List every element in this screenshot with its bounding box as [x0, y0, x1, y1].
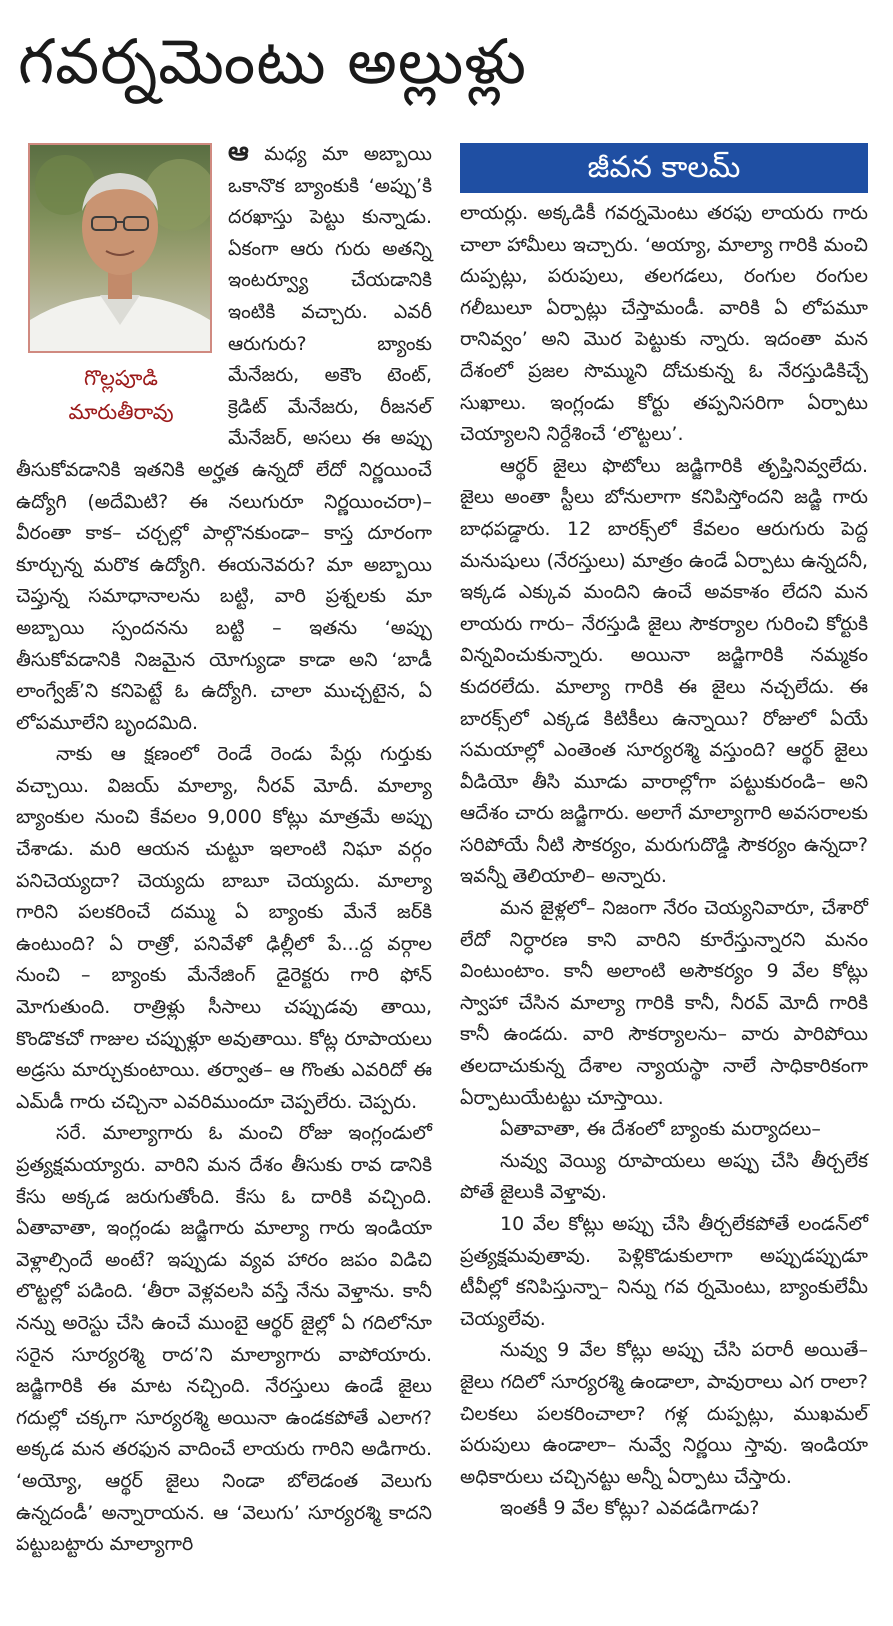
article-paragraph: ఆర్థర్‌ జైలు ఫొటోలు జడ్జిగారికి తృప్తినివ్వలేదు. జైలు అంతా స్టీలు బోనులాగా కనిపిస్తోందని జడ్జి గారు బాధపడ్డారు. 12 బారక్స్‌లో కేవలం ఆరుగురు పెద్ద మనుషులు (నేరస్తులు) మాత్రం ఉండే ఏర్పాటు ఉన్నదనీ, ఇక్కడ ఎక్కువ మందిని ఉంచే అవకాశం లేదని మన లాయరు గారు– నేరస్తుడి జైలు సౌకర్యాల గురించి కోర్టుకి విన్నవించుకున్నారు. అయినా జడ్జిగారికి నమ్మకం కుదరలేదు. మాల్యా గారికి ఈ జైలు నచ్చలేదు. ఈ బారక్స్‌లో ఎక్కడ కిటికీలు ఉన్నాయి? రోజులో ఏయే సమయాల్లో ఎంతెంత సూర్యరశ్మి వస్తుంది? ఆర్థర్‌ జైలు వీడియో తీసి మూడు వారాల్లోగా పట్టుకురండి– అని ఆదేశం చారు జడ్జిగారు. అలాగే మాల్యాగారి అవసరాలకు సరిపోయే నీటి సౌకర్యం, మరుగుదొడ్డి సౌకర్యం ఉన్నదా? ఇవన్నీ తెలియాలి– అన్నారు. — [460, 454, 868, 888]
article-paragraph: లాయర్లు. అక్కడికీ గవర్నమెంటు తరఫు లాయరు గారు చాలా హామీలు ఇచ్చారు. ‘అయ్యా, మాల్యా గారికి మంచి దుప్పట్లు, పరుపులు, తలగడలు, రంగుల రంగుల గలీబులూ ఏర్పాట్లు చేస్తామండీ. వారికి ఏ లోపమూ రానివ్వం’ అని మొర పెట్టుకు న్నారు. ఇదంతా మన దేశంలో ప్రజల సొమ్ముని దోచుకున్న ఓ నేరస్తుడికిచ్చే సుఖాలు. ఇంగ్లండు కోర్టు తప్పనిసరిగా ఏర్పాటు చెయ్యాలని నిర్దేశించే ‘లొట్టలు’. — [460, 202, 868, 446]
author-name-line1: గొల్లపూడి — [84, 366, 158, 390]
column-banner: జీవన కాలమ్‌ — [460, 143, 868, 193]
author-photo — [28, 143, 212, 353]
left-column — [16, 137, 432, 1561]
author-caption — [28, 361, 214, 429]
article-paragraph: నువ్వు 9 వేల కోట్లు అప్పు చేసి పరారీ అయితే– జైలు గదిలో సూర్యరశ్మి ఉండాలా, పావురాలు ఎగ రాలా? చిలకలు పలకరించాలా? గళ్ల దుప్పట్లు, ముఖమల్‌ పరుపులు ఉండాలా– నువ్వే నిర్ణయి స్తావు. ఇండియా అధికారులు చచ్చినట్టు అన్నీ ఏర్పాటు చేస్తారు. — [460, 1339, 868, 1488]
article-paragraph: 10 వేల కోట్లు అప్పు చేసి తీర్చలేకపోతే లండన్‌లో ప్రత్యక్షమవుతావు. పెళ్లికొడుకులాగా అప్పుడప్పుడూ టీవీల్లో కనిపిస్తున్నా– నిన్ను గవ ర్నమెంటు, బ్యాంకులేమీ చెయ్యలేవు. — [460, 1213, 868, 1330]
article-paragraph: మన జైళ్లలో– నిజంగా నేరం చెయ్యనివారూ, చేశారో లేదో నిర్ధారణ కాని వారిని కూరేస్తున్నారని మనం వింటుంటాం. కానీ అలాంటి అసౌకర్యం 9 వేల కోట్లు స్వాహా చేసిన మాల్యా గారికి కానీ, నీరవ్‌ మోదీ గారికి కానీ ఉండదు. వారి సౌకర్యాలను– వారు పారిపోయి తలదాచుకున్న దేశాల న్యాయస్థా నాలే సాధికారికంగా ఏర్పాటుయేటట్టు చూస్తాయి. — [460, 897, 868, 1109]
headline: గవర్నమెంటు అల్లుళ్లు — [18, 25, 528, 98]
article-paragraph: సరే. మాల్యాగారు ఓ మంచి రోజు ఇంగ్లండులో ప్రత్యక్షమయ్యారు. వారిని మన దేశం తీసుకు రావ డానికి కేసు అక్కడ జరుగుతోంది. కేసు ఓ దారికి వచ్చింది. ఏతావాతా, ఇంగ్లండు జడ్జిగారు మాల్యా గారు ఇండియా వెళ్లాల్సిందే అంటే? ఇప్పుడు వ్యవ హారం జపం విడిచి లొట్టల్లో పడింది. ‘తీరా వెళ్లవలసి వస్తే నేను వెళ్తాను. కానీ నన్ను అరెస్టు చేసి ఉంచే ముంబై ఆర్థర్‌ జైల్లో ఏ గదిలోనూ సరైన సూర్యరశ్మి రాద’ని మాల్యాగారు వాపోయారు. జడ్జిగారికి ఈ మాట నచ్చింది. నేరస్తులు ఉండే జైలు గదుల్లో చక్కగా సూర్యరశ్మి అయినా ఉండకపోతే ఎలాగ? అక్కడ మన తరఫున వాదించే లాయరు గారిని అడిగారు. ‘అయ్యో, ఆర్థర్‌ జైలు నిండా బోలెడంత వెలుగు ఉన్నదండీ’ అన్నారాయన. ఆ ‘వెలుగు’ సూర్యరశ్మి కాదని పట్టుబట్టారు మాల్యాగారి — [16, 1122, 432, 1556]
article-paragraph: నువ్వు వెయ్యి రూపాయలు అప్పు చేసి తీర్చలేక పోతే జైలుకి వెళ్తావు. — [460, 1149, 868, 1204]
author-name-line2: మారుతీరావు — [68, 400, 174, 424]
author-portrait-image — [30, 145, 210, 351]
drop-cap: ఆ — [228, 137, 249, 167]
right-column — [460, 198, 868, 1525]
article-paragraph: నాకు ఆ క్షణంలో రెండే రెండు పేర్లు గుర్తుకు వచ్చాయి. విజయ్‌ మాల్యా, నీరవ్‌ మోదీ. మాల్యా బ్యాంకుల నుంచి కేవలం 9,000 కోట్లు మాత్రమే అప్పు చేశాడు. మరి ఆయన చుట్టూ ఇలాంటి నిఘా వర్గం పనిచెయ్యదా? చెయ్యదు బాబూ చెయ్యదు. మాల్యా గారిని పలకరించే దమ్ము ఏ బ్యాంకు మేనే జర్‌కి ఉంటుంది? ఏ రాత్రో, పనివేళో ఢిల్లీలో పే...ద్ద వర్గాల నుంచి – బ్యాంకు మేనేజింగ్‌ డైరెక్టరు గారి ఫోన్‌ మోగుతుంది. రాత్రిళ్లు సీసాలు చప్పుడవు తాయి, కొండొకచో గాజుల చప్పుళ్లూ అవుతాయి. కోట్ల రూపాయలు అడ్రసు మార్చుకుంటాయి. తర్వాత– ఆ గొంతు ఎవరిదో ఈ ఎమ్‌డీ గారు చచ్చినా ఎవరిముందూ చెప్పలేరు. చెప్పరు. — [16, 743, 432, 1113]
article-paragraph: ఇంతకీ 9 వేల కోట్లు? ఎవడడిగాడు? — [500, 1497, 760, 1520]
article-paragraph: ఏతావాతా, ఈ దేశంలో బ్యాంకు మర్యాదలు– — [500, 1118, 821, 1141]
author-box — [28, 143, 214, 429]
paragraph-text: మధ్య మా అబ్బాయి ఒకానొక బ్యాంకుకి ‘అప్పు’కి దరఖాస్తు పెట్టు కున్నాడు. ఏకంగా ఆరు గురు అతన్ని ఇంటర్వ్యూ చేయడానికి ఇంటికి వచ్చారు. ఎవరీ ఆరుగురు? బ్యాంకు మేనేజరు, అకౌం టెంట్‌, క్రెడిట్‌ మేనేజరు, రీజనల్‌ మేనేజర్‌, అసలు ఈ అప్పు తీసుకోవడానికి ఇతనికి అర్హత ఉన్నదో లేదో నిర్ణయించే ఉద్యోగి (అదేమిటి? ఈ నలుగురూ నిర్ణయించరా)– వీరంతా కాక– చర్చల్లో పాల్గొనకుండా– కాస్త దూరంగా కూర్చున్న మరొక ఉద్యోగి. ఈయనెవరు? మా అబ్బాయి చెప్తున్న సమాధానాలను బట్టి, వారి ప్రశ్నలకు మా అబ్బాయి స్పందనను బట్టి – ఇతను ‘అప్పు తీసుకోవడానికి నిజమైన యోగ్యుడా కాడా అని ‘బాడీ లాంగ్వేజ్‌’ని కనిపెట్టే ఓ ఉద్యోగి. చాలా ముచ్చటైన, ఏ లోపమూలేని బృందమిది. — [16, 143, 432, 734]
